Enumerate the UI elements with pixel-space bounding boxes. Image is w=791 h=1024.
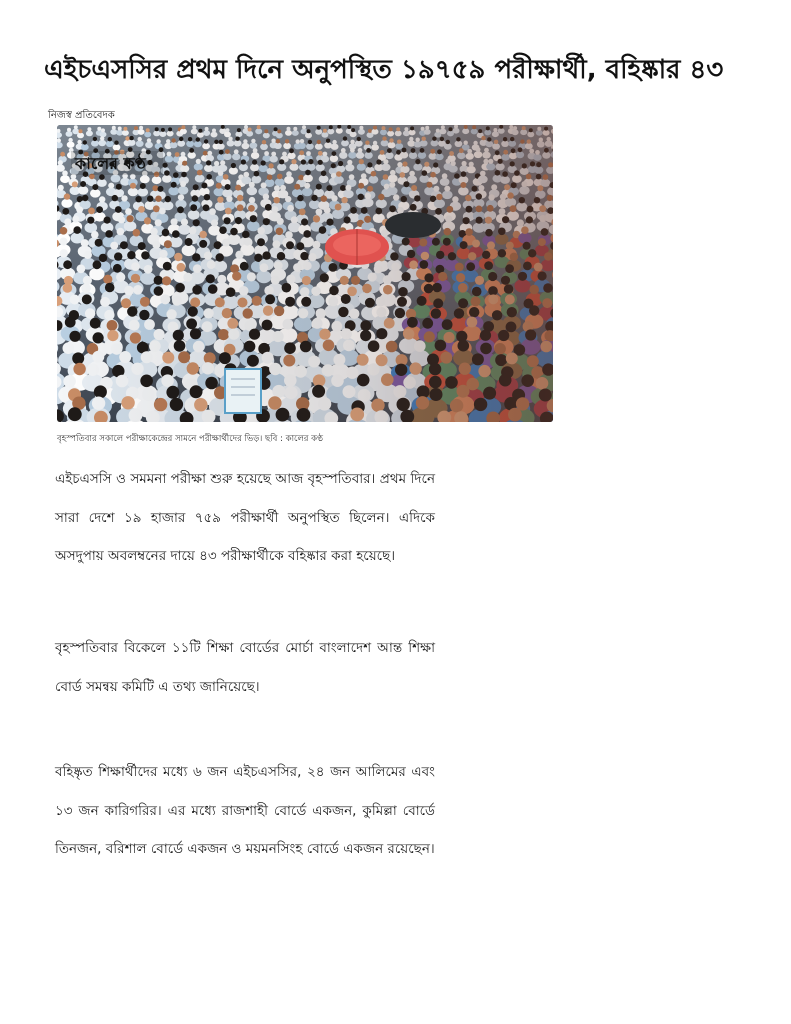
article-paragraph-3: বহিষ্কৃত শিক্ষার্থীদের মধ্যে ৬ জন এইচএসসির, ২৪ জন আলিমের এবং ১৩ জন কারিগরির। এর মধ্যে রাজশাহী বোর্ডে একজন, কুমিল্লা বোর্ডে তিনজন, বরিশাল বোর্ডে একজন ও ময়মনসিংহ বোর্ডে একজন রয়েছেন। [55, 764, 435, 857]
article-headline: এইচএসসির প্রথম দিনে অনুপস্থিত ১৯৭৫৯ পরীক্ষার্থী, বহিষ্কার ৪৩ [44, 55, 724, 85]
byline: নিজস্ব প্রতিবেদক [48, 110, 115, 121]
red-umbrella [325, 229, 389, 265]
article-paragraph-1: এইচএসসি ও সমমনা পরীক্ষা শুরু হয়েছে আজ বৃহস্পতিবার। প্রথম দিনে সারা দেশে ১৯ হাজার ৭৫৯ পরীক্ষার্থী অনুপস্থিত ছিলেন। এদিকে অসদুপায় অবলম্বনের দায়ে ৪৩ পরীক্ষার্থীকে বহিষ্কার করা হয়েছে। [55, 471, 435, 564]
svg-text:কালের কণ্ঠ: কালের কণ্ঠ [75, 154, 146, 173]
article-paragraph-2: বৃহস্পতিবার বিকেলে ১১টি শিক্ষা বোর্ডের মোর্চা বাংলাদেশ আন্ত শিক্ষা বোর্ড সমন্বয় কমিটি এ তথ্য জানিয়েছে। [55, 640, 435, 695]
crowd-photo-illustration [57, 125, 553, 422]
photo-caption: বৃহস্পতিবার সকালে পরীক্ষাকেন্দ্রের সামনে পরীক্ষার্থীদের ভিড়। ছবি : কালের কণ্ঠ [57, 434, 324, 444]
black-umbrella [385, 212, 441, 238]
document-held [225, 369, 261, 413]
newspaper-logo-watermark [71, 151, 163, 175]
article-photo [57, 125, 553, 422]
